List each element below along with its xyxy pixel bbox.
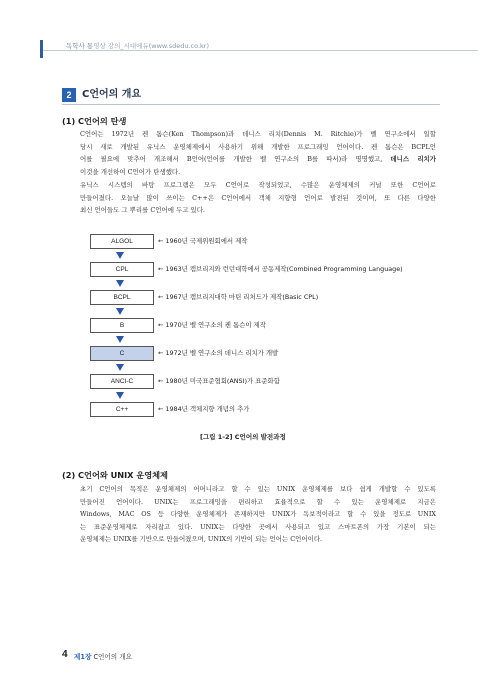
node-b: B: [90, 318, 154, 333]
node-c: C: [90, 346, 154, 361]
node-desc: ← 1970년 벨 연구소의 켄 톰슨이 제작: [158, 321, 266, 329]
text-line: 는 표준운영체제로 자리잡고 있다. UNIX는 다양한 곳에서 사용되고 있고 스마트폰의 가장 기본이 되는: [80, 522, 436, 531]
section-rule: [62, 104, 440, 105]
text-line: 운영체제는 UNIX를 기반으로 만들어졌으며, UNIX의 기반이 되는 언어는 C언어이다.: [80, 535, 323, 544]
header-marker: [40, 40, 43, 58]
paragraph-3: [80, 483, 436, 546]
arrow-down-icon: [116, 392, 124, 399]
text-line: Windows, MAC OS 등 다양한 운영체제가 존재하지만 UNIX가 독보적이라고 할 수 있을 정도로 UNIX: [80, 510, 436, 519]
text-line: C언어는 1972년 켄 톰슨(Ken Thompson)과 데니스 리치(Dennis M. Ritchie)가 벨 연구소에서 일할: [80, 130, 436, 138]
header-rule: [40, 50, 478, 51]
subsection-title-2: (2) C언어와 UNIX 운영체제: [62, 470, 168, 480]
paragraph-1: [80, 128, 436, 178]
node-cpp: C++: [90, 402, 154, 417]
chapter-title: C언어의 개요: [93, 653, 132, 661]
text-line: 초기 C언어의 목적은 운영체제의 어머니라고 할 수 있는 UNIX 운영체제를 보다 쉽게 개발할 수 있도록: [80, 485, 436, 493]
header-brand: 독학사 통: [66, 42, 94, 50]
node-bcpl: BCPL: [90, 290, 154, 305]
section-title: C언어의 개요: [82, 89, 142, 100]
node-desc: ← 1980년 미국표준협회(ANSI)가 표준화함: [158, 377, 280, 385]
text-span: 어를 필요에 맞추어 개조해서 B언어(언어를 개발한 벨 연구소의 B를 따서)라 명명했고,: [80, 155, 391, 164]
text-line: 만들어진 언어이다. UNIX는 프로그래밍을 편리하고 효율적으로 할 수 있는 운영체제로 지금은: [80, 497, 436, 506]
section-number-badge: 2: [62, 88, 76, 102]
subsection-title-1: (1) C언어의 탄생: [62, 116, 127, 126]
text-line: 당시 새로 개발된 유닉스 운영체제에서 사용하기 위해 개발한 프로그래밍 언어이다. 켄 톰슨은 BCPL언: [80, 142, 436, 151]
node-algol: ALGOL: [90, 234, 154, 249]
running-header: [64, 41, 213, 50]
text-line: [80, 153, 436, 166]
node-desc: ← 1963년 캠브리지와 런던대학에서 공동제작(Combined Programming Language): [158, 265, 403, 273]
figure-caption: [그림 1-2] C언어의 발전과정: [200, 433, 286, 441]
arrow-down-icon: [116, 308, 124, 315]
text-line: 유닉스 시스템의 바탕 프로그램은 모두 C언어로 작성되었고, 수많은 운영체제의 커널 또한 C언어로: [80, 181, 436, 189]
text-line: 만들어졌다. 오늘날 많이 쓰이는 C++은 C언어에서 객체 지향형 언어로 발전된 것이며, 또 다른 다양한: [80, 193, 436, 202]
text-line: 이것을 개선하여 C언어가 탄생했다.: [80, 167, 181, 176]
emphasis-text: 데니스 리치가: [390, 155, 436, 164]
header-rest: 영상 강의_시대에듀(www.sdedu.co.kr): [93, 42, 209, 50]
node-anci-c: ANCI-C: [90, 374, 154, 389]
node-cpl: CPL: [90, 262, 154, 277]
node-desc: ← 1960년 국제위원회에서 제작: [158, 237, 248, 245]
chapter-label: 제1장: [74, 653, 92, 661]
node-desc: ← 1972년 벨 연구소의 데니스 리치가 개발: [158, 349, 279, 357]
footer-chapter: [74, 651, 132, 661]
arrow-down-icon: [116, 364, 124, 371]
page-number: 4: [62, 649, 68, 660]
paragraph-2: [80, 179, 436, 217]
node-desc: ← 1984년 객체지향 개념의 추가: [158, 405, 250, 413]
arrow-down-icon: [116, 280, 124, 287]
arrow-down-icon: [116, 252, 124, 259]
text-line: 최신 언어들도 그 뿌리를 C언어에 두고 있다.: [80, 206, 205, 215]
arrow-down-icon: [116, 336, 124, 343]
node-desc: ← 1967년 캠브리지대학 마틴 리처드가 제작(Basic CPL): [158, 293, 319, 301]
